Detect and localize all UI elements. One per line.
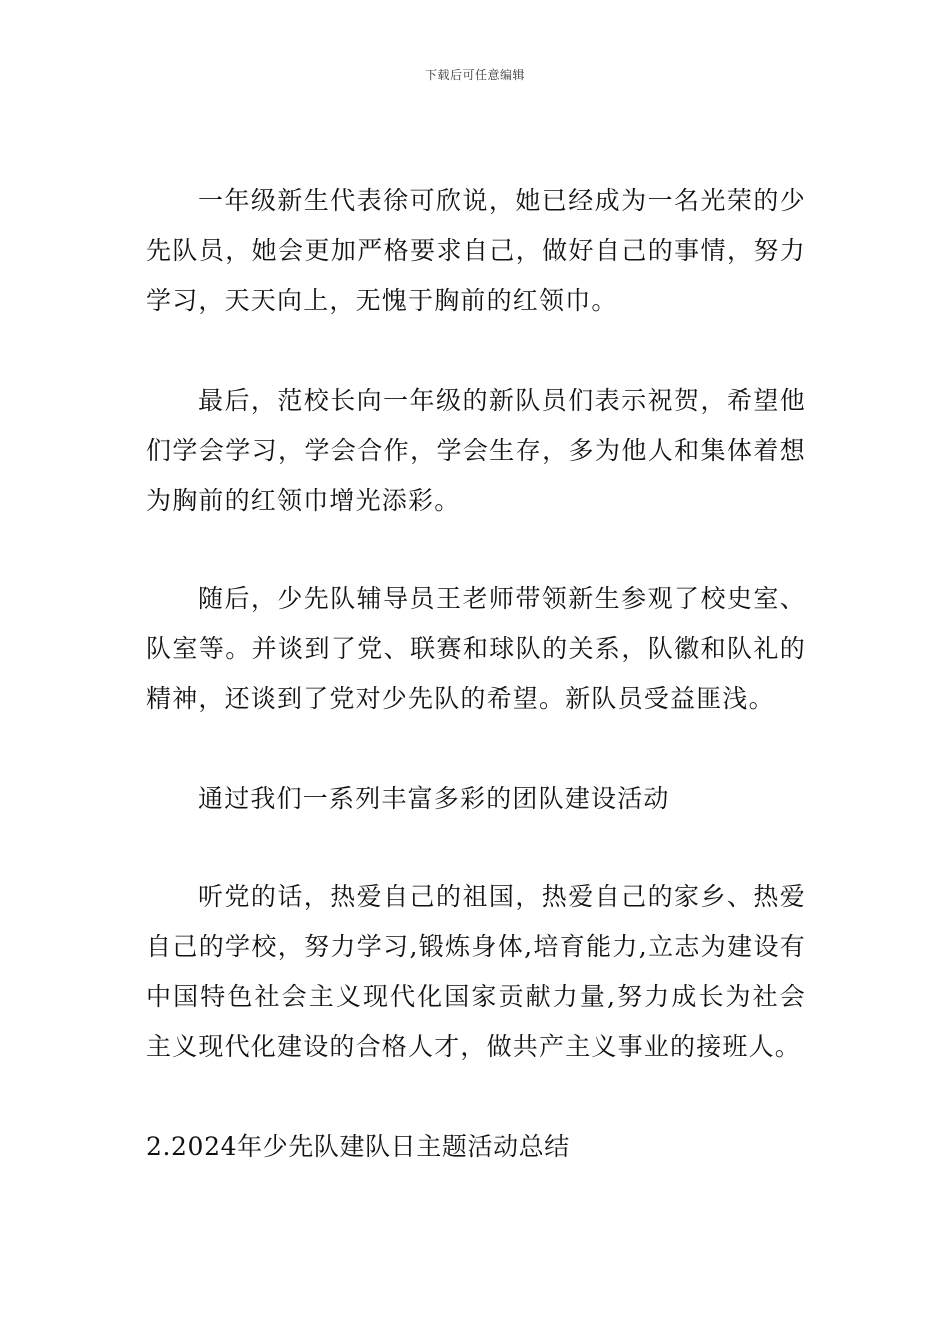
paragraph-3: 随后，少先队辅导员王老师带领新生参观了校史室、队室等。并谈到了党、联赛和球队的关系，队徽和队礼的精神，还谈到了党对少先队的希望。新队员受益匪浅。 bbox=[146, 584, 806, 713]
section-heading: 2.2024年少先队建队日主题活动总结 bbox=[146, 1132, 570, 1161]
paragraph-2: 最后，范校长向一年级的新队员们表示祝贺，希望他们学会学习，学会合作，学会生存，多为他人和集体着想为胸前的红领巾增光添彩。 bbox=[146, 386, 806, 515]
paragraph-5: 听党的话，热爱自己的祖国，热爱自己的家乡、热爱自己的学校，努力学习,锻炼身体,培育能力,立志为建设有中国特色社会主义现代化国家贡献力量,努力成长为社会主义现代化建设的合格人才，做共产主义事业的接班人。 bbox=[146, 882, 806, 1061]
header-note: 下载后可任意编辑 bbox=[424, 68, 525, 82]
paragraph-4: 通过我们一系列丰富多彩的团队建设活动 bbox=[198, 784, 670, 813]
paragraph-1: 一年级新生代表徐可欣说，她已经成为一名光荣的少先队员，她会更加严格要求自己，做好自己的事情，努力学习，天天向上，无愧于胸前的红领巾。 bbox=[146, 186, 806, 315]
